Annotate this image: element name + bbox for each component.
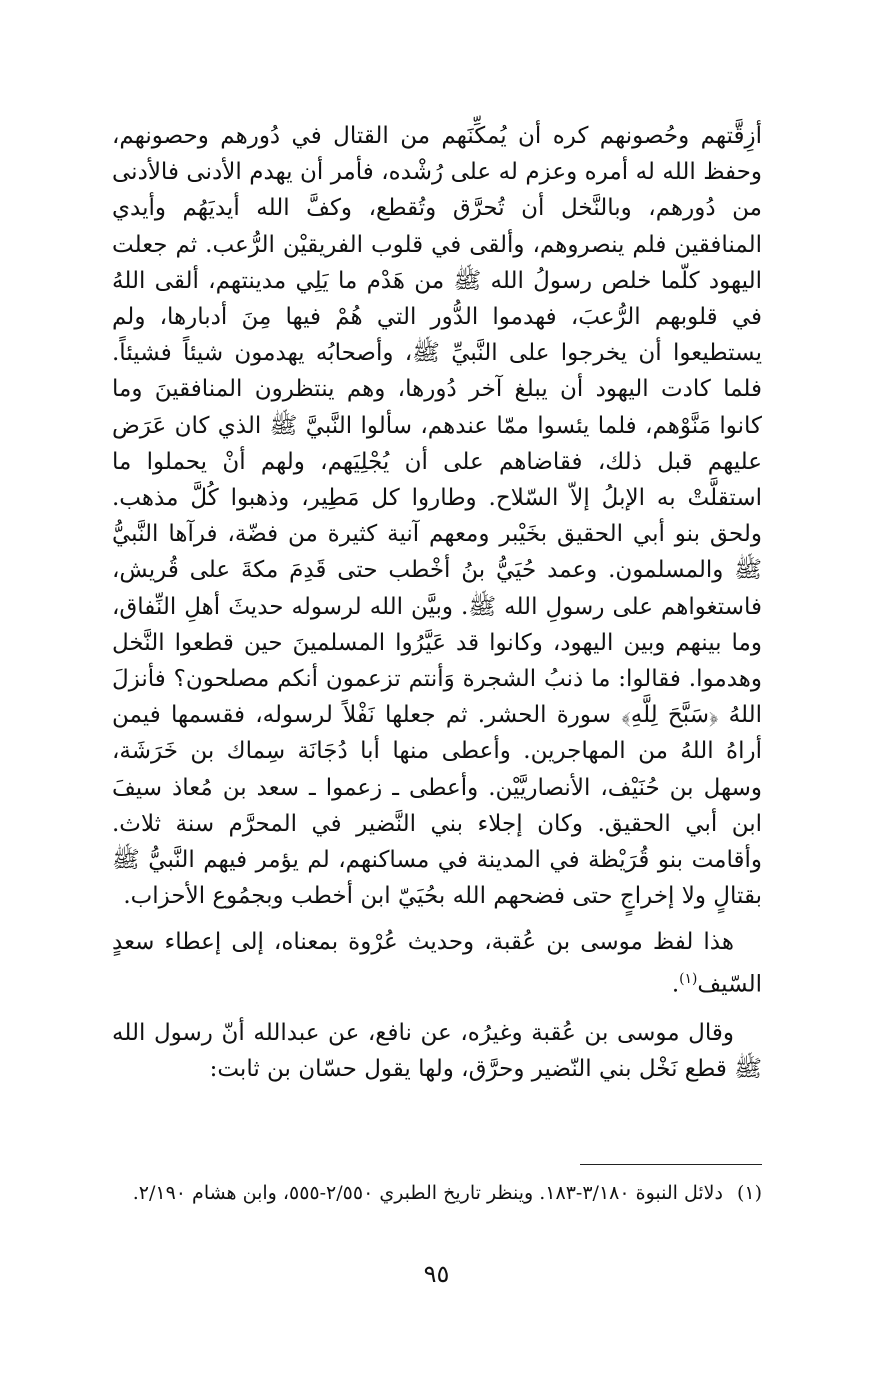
footnote	[112, 1178, 762, 1208]
paragraph-2	[112, 924, 762, 1002]
paragraph-2-end: .	[671, 971, 680, 998]
paragraph-1: أزِقَّتهم وحُصونهم كره أن يُمكِّنَهم من القتال في دُورهم وحصونهم، وحفظ الله له أمره وعزم له على رُشْده، فأمر أن يهدم الأدنى فالأدنى من دُورهم، وبالنَّخل أن تُحرَّق وتُقطع، وكفَّ الله أيديَهُم وأيدي المنافقين فلم ينصروهم، وألقى في قلوب الفريقيْن الرُّعب. ثم جعلت اليهود كلّما خلص رسولُ الله ﷺ من هَدْم ما يَلِي مدينتهم، ألقى اللهُ في قلوبهم الرُّعبَ، فهدموا الدُّور التي هُمْ فيها مِنَ أدبارها، ولم يستطيعوا أن يخرجوا على النَّبيِّ ﷺ، وأصحابُه يهدمون شيئاً فشيئاً. فلما كادت اليهود أن يبلغ آخر دُورها، وهم ينتظرون المنافقينَ وما كانوا مَنَّوْهم، فلما يئسوا ممّا عندهم، سألوا النَّبيَّ ﷺ الذي كان عَرَض عليهم قبل ذلك، فقاضاهم على أن يُجْلِيَهم، ولهم أنْ يحملوا ما استقلَّتْ به الإبلُ إلاّ السّلاح. وطاروا كل مَطِير، وذهبوا كُلَّ مذهب. ولحق بنو أبي الحقيق بخَيْبر ومعهم آنية كثيرة من فضّة، فرآها النَّبيُّ ﷺ والمسلمون. وعمد حُيَيُّ بنُ أخْطب حتى قَدِمَ مكةَ على قُريش، فاستغواهم على رسولِ الله ﷺ. وبيَّن الله لرسوله حديثَ أهلِ النِّفاق، وما بينهم وبين اليهود، وكانوا قد عَيَّرُوا المسلمينَ حين قطعوا النَّخل وهدموا. فقالوا: ما ذنبُ الشجرة وَأنتم تزعمون أنكم مصلحون؟ فأنزلَ اللهُ ﴿سَبَّحَ لِلَّهِ﴾ سورة الحشر. ثم جعلها نَفْلاً لرسوله، فقسمها فيمن أراهُ اللهُ من المهاجرين. وأعطى منها أبا دُجَانَة سِماك بن خَرَشَة، وسهل بن حُنَيْف، الأنصاريَّيْن. وأعطى ـ زعموا ـ سعد بن مُعاذ سيفَ ابن أبي الحقيق. وكان إجلاء بني النَّضير في المحرَّم سنة ثلاث. وأقامت بنو قُرَيْظة في المدينة في مساكنهم، لم يؤمر فيهم النَّبيُّ ﷺ بقتالٍ ولا إخراجٍ حتى فضحهم الله بحُيَيّ ابن أخطب وبجمُوع الأحزاب.	[112, 123, 762, 910]
footnote-number: (١)	[736, 1182, 762, 1204]
footnote-ref[interactable]: (١)	[679, 970, 698, 987]
paragraph-3: وقال موسى بن عُقبة وغيرُه، عن نافع، عن عبدالله أنّ رسول الله ﷺ قطع نَخْل بني النّضير وحرَّق، ولها يقول حسّان بن ثابت:	[112, 1019, 762, 1082]
paragraph-2-text: هذا لفظ موسى بن عُقبة، وحديث عُرْوة بمعناه، إلى إعطاء سعدٍ السّيف	[112, 929, 762, 998]
footnote-divider	[580, 1164, 762, 1165]
main-text	[112, 118, 762, 1087]
footnote-text: دلائل النبوة ٣/١٨٠-١٨٣. وينظر تاريخ الطبري ٢/٥٥٠-٥٥٥، وابن هشام ٢/١٩٠.	[132, 1182, 723, 1204]
page-number: ٩٥	[423, 1260, 450, 1288]
